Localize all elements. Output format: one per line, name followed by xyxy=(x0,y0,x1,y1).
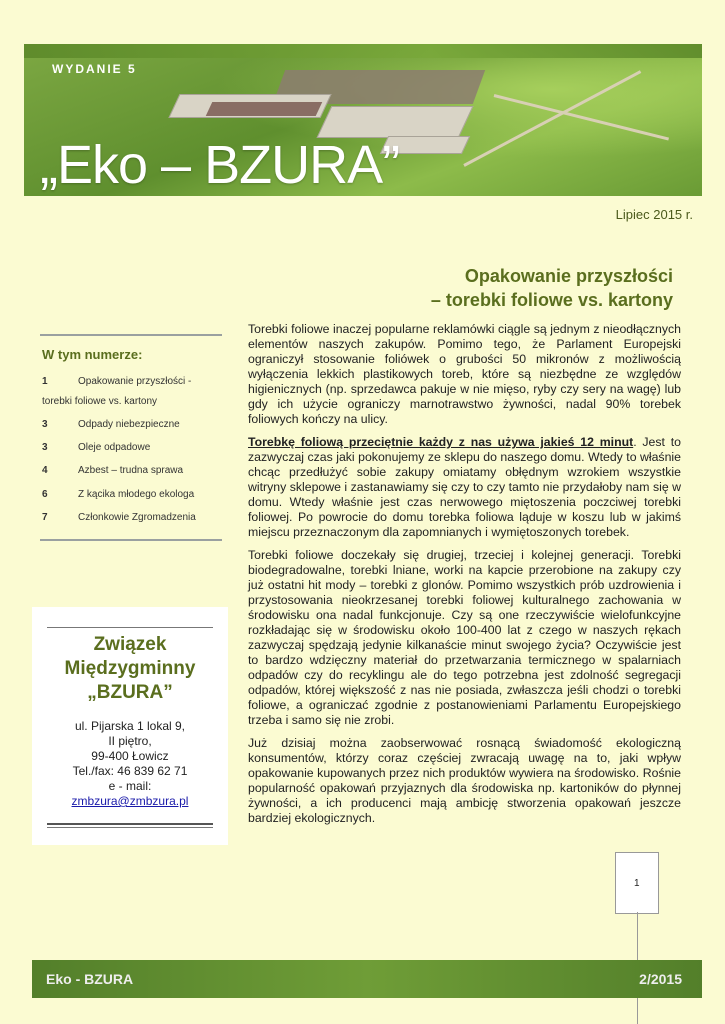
newsletter-title: „Eko – BZURA” xyxy=(40,135,400,195)
headline-line-2: – torebki foliowe vs. kartony xyxy=(430,290,673,310)
footer-bar xyxy=(32,960,702,998)
toc-label: Oleje odpadowe xyxy=(78,442,151,453)
article-paragraph: Torebki foliowe doczekały się drugiej, trzeciej i kolejnej generacji. Torebki biodegradowalne, torebki lniane, worki na kapcie przerobione na zakupy czy już ostatni hit mody – torebki z glonów. Pomimo wszystkich prób uzdrowienia i przystosowania nieokrzesanej torebki foliowej kulturalnego zachowania w środowisku ona nadal funkcjonuje. Czy są one rzeczywiście wielofunkcyjne rozkładając się w środowisku około 100-400 lat z czego w naszych rękach zazwyczaj spędzają jedynie kilkanaście minut swojego życia? Oczywiście jest to bardzo wdzięczny materiał do przetwarzania termicznego w spalarniach odpadów czy do recyklingu ale do tego potrzebna jest zdolność segregacji odpadów, której większość z nas nie posiada, zwłaszcza jeśli chodzi o torebki foliowe, a ograniczać zgodnie z postanowieniami Parlamentu Europejskiego trzeba i samo się nie zrobi. xyxy=(248,548,681,727)
address-city: 99-400 Łowicz xyxy=(91,749,169,763)
page-number-box xyxy=(615,852,659,914)
org-name-line-2: Międzygminny xyxy=(64,658,196,679)
toc-page-number: 3 xyxy=(42,419,48,430)
article-paragraph-rest: . Jest to zazwyczaj czas jaki pokonujemy ze sklepu do naszego domu. Wtedy to właśnie chcąc przedłużyć sobie zakupy omiatamy obłędnym wzrokiem wszystkie witryny sklepowe i zastanawiamy się czy to czy tamto nie przydałoby nam się w domu. Wtedy właśnie jest czas nerwowego miętoszenia poczciwej torebki foliowej. Po powrocie do domu torebka foliowa ląduje w koszu lub w jakimś miejscu przeznaczonym dla zapomnianych i wymiętoszonych torebek. xyxy=(248,435,681,539)
toc-label: Odpady niebezpieczne xyxy=(78,419,180,430)
toc-top-rule xyxy=(40,334,222,336)
article-paragraph: Już dzisiaj można zaobserwować rosnącą świadomość ekologiczną konsumentów, którzy coraz częściej zwracają uwagę na to, jaki wpływ opakowanie kupowanych przez nich produktów wywiera na środowisko. Rośnie popularność opakowań przyjaznych dla środowiska np. kartoników do płynnej żywności, a ich producenci mają ambicję stworzenia opakowań jeszcze bardziej ekologicznych. xyxy=(248,736,681,825)
org-name-line-1: Związek xyxy=(93,634,167,655)
toc-label: torebki foliowe vs. kartony xyxy=(42,396,158,407)
email-link[interactable]: zmbzura@zmbzura.pl xyxy=(71,794,189,808)
organization-address xyxy=(32,719,228,809)
access-road xyxy=(463,70,641,167)
org-name-line-3: „BZURA” xyxy=(87,682,173,703)
issue-date: Lipiec 2015 r. xyxy=(615,207,693,222)
toc-label: Azbest – trudna sprawa xyxy=(78,465,184,476)
banner-top-strip xyxy=(24,44,702,58)
toc-label: Opakowanie przyszłości - xyxy=(78,376,192,387)
toc-label: Z kącika młodego ekologa xyxy=(78,489,195,500)
article-paragraph: Torebki foliowe inaczej popularne reklamówki ciągle są jednym z nieodłącznych elementów naszych zakupów. Pomimo tego, że Parlament Europejski ograniczył stosowanie foliówek o grubości 50 mikronów z możliwością wyłączenia lekkich plastikowych toreb, które są niezbędne ze względów higienicznych (np. sprzedawca pakuje w nie mięso, ryby czy sery na wagę) lub gdy ich użycie ograniczy marnotrawstwo żywności, nadal 90% torebek foliowych kończy na ulicy. xyxy=(248,322,681,426)
card-bottom-rule xyxy=(47,823,213,825)
card-top-rule xyxy=(47,627,213,628)
toc-page-number: 7 xyxy=(42,512,48,523)
email-label: e - mail: xyxy=(108,779,152,793)
header-banner xyxy=(24,44,702,196)
page-number: 1 xyxy=(634,878,640,889)
toc-bottom-rule xyxy=(40,539,222,541)
phone-fax: Tel./fax: 46 839 62 71 xyxy=(72,764,188,778)
address-floor: II piętro, xyxy=(108,734,152,748)
toc-page-number: 3 xyxy=(42,442,48,453)
toc-page-number: 1 xyxy=(42,376,48,387)
toc-page-number: 4 xyxy=(42,465,48,476)
article-paragraph xyxy=(248,435,681,540)
toc-title: W tym numerze: xyxy=(42,347,143,362)
address-street: ul. Pijarska 1 lokal 9, xyxy=(74,719,186,733)
article-headline xyxy=(431,264,673,312)
organization-card xyxy=(32,607,228,845)
toc-label: Członkowie Zgromadzenia xyxy=(78,512,196,523)
toc-page-number: 6 xyxy=(42,489,48,500)
footer-issue: 2/2015 xyxy=(639,971,682,987)
issue-number: WYDANIE 5 xyxy=(52,62,137,76)
headline-line-1: Opakowanie przyszłości xyxy=(464,266,673,286)
footer-title: Eko - BZURA xyxy=(46,971,134,987)
organization-name xyxy=(32,633,228,705)
storage-yard xyxy=(206,102,323,116)
article-lead-sentence: Torebkę foliową przeciętnie każdy z nas używa jakieś 12 minut xyxy=(248,435,634,449)
article-body xyxy=(248,322,681,834)
card-bottom-rule xyxy=(47,827,213,828)
